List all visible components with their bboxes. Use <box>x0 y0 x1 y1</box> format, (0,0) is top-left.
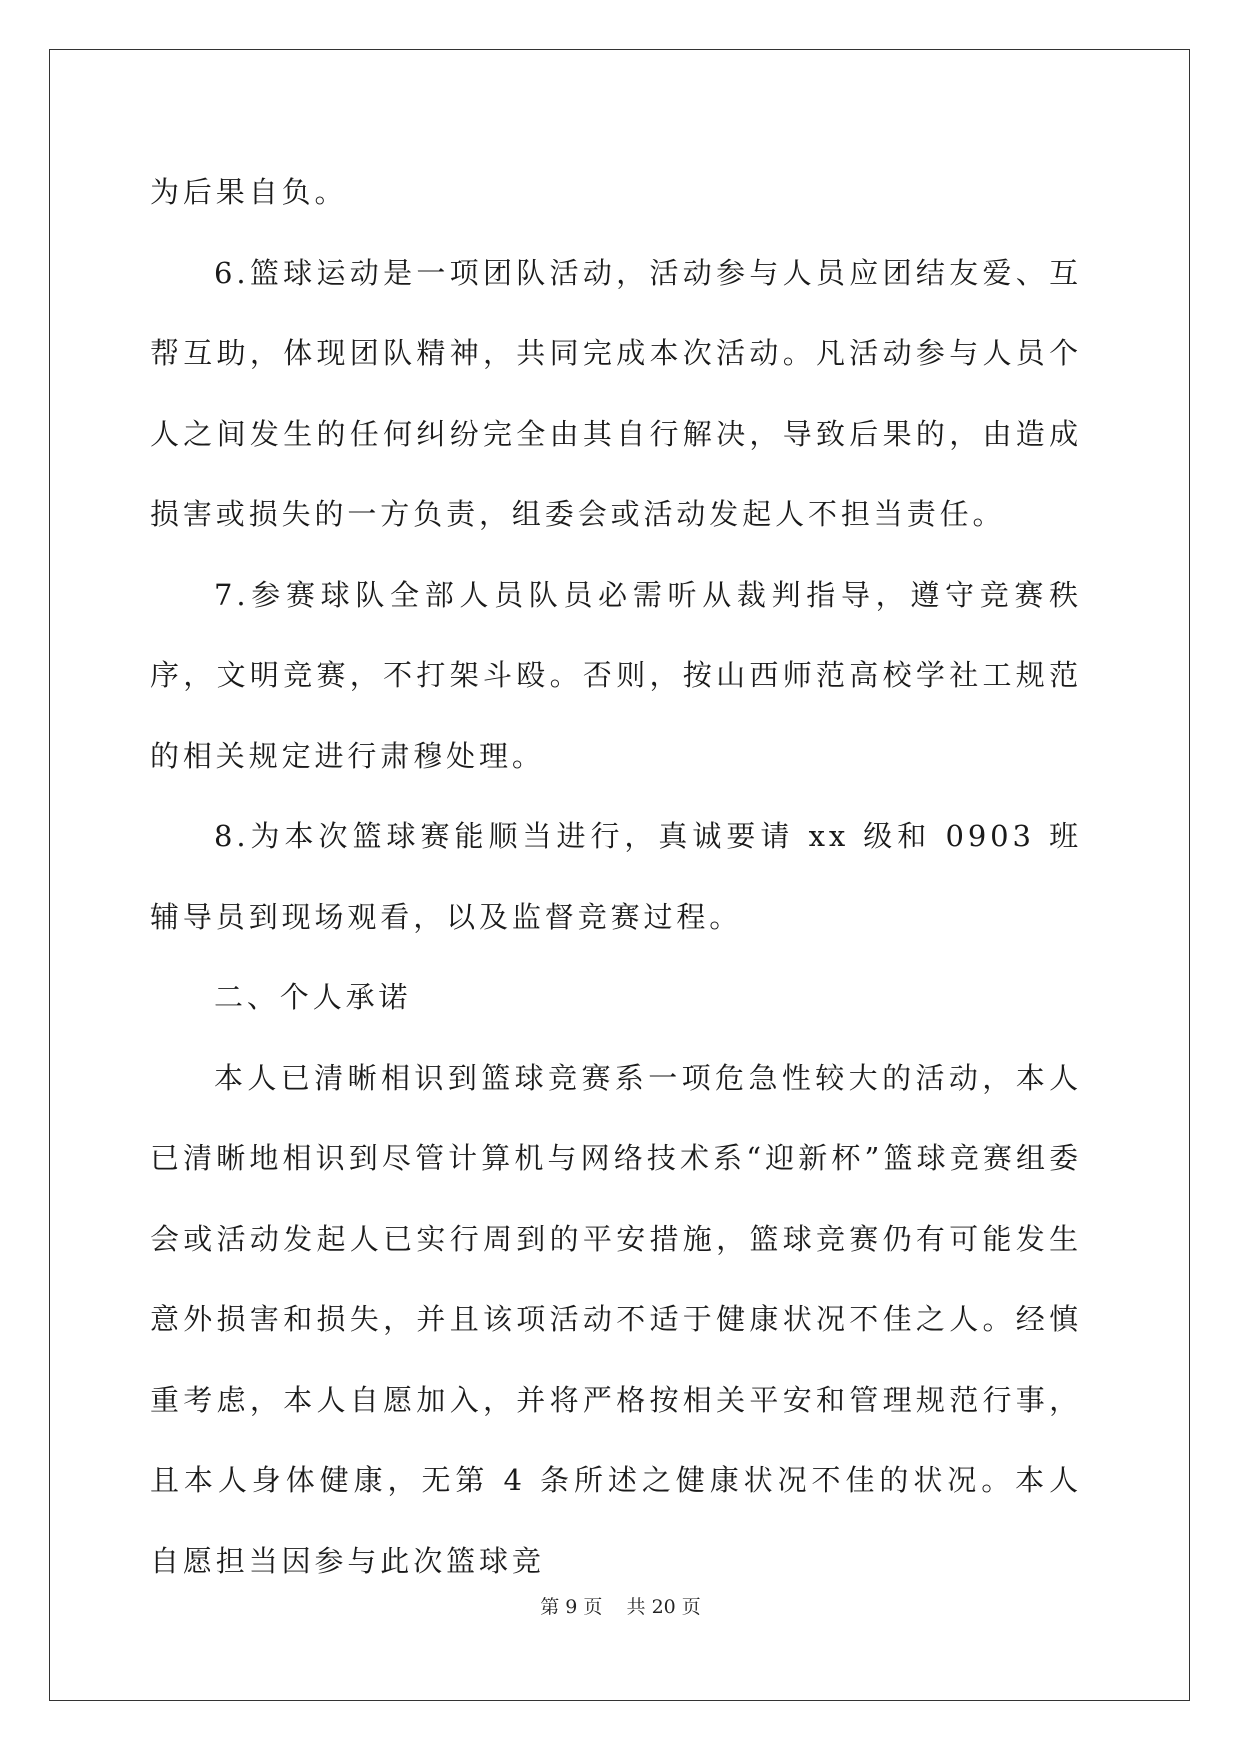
page-total: 共 20 页 <box>626 1596 701 1618</box>
paragraph: 为后果自负。 <box>150 175 348 209</box>
paragraph: 7.参赛球队全部人员队员必需听从裁判指导，遵守竞赛秩序，文明竞赛，不打架斗殴。否则，按山西师范高校学社工规范的相关规定进行肃穆处理。 <box>150 577 1082 773</box>
document-body <box>150 152 1082 1601</box>
paragraph: 8.为本次篮球赛能顺当进行，真诚要请 xx 级和 0903 班辅导员到现场观看，以及监督竞赛过程。 <box>150 819 1082 934</box>
page-footer <box>0 1592 1241 1619</box>
paragraph: 本人已清晰相识到篮球竞赛系一项危急性较大的活动，本人已清晰地相识到尽管计算机与网络技术系“迎新杯”篮球竞赛组委会或活动发起人已实行周到的平安措施，篮球竞赛仍有可能发生意外损害和损失，并且该项活动不适于健康状况不佳之人。经慎重考虑，本人自愿加入，并将严格按相关平安和管理规范行事，且本人身体健康，无第 4 条所述之健康状况不佳的状况。本人自愿担当因参与此次篮球竞 <box>150 1060 1082 1578</box>
paragraph: 6.篮球运动是一项团队活动，活动参与人员应团结友爱、互帮互助，体现团队精神，共同完成本次活动。凡活动参与人员个人之间发生的任何纠纷完全由其自行解决，导致后果的，由造成损害或损失的一方负责，组委会或活动发起人不担当责任。 <box>150 255 1082 531</box>
section-heading: 二、个人承诺 <box>214 980 412 1014</box>
page-number: 第 9 页 <box>540 1596 603 1618</box>
